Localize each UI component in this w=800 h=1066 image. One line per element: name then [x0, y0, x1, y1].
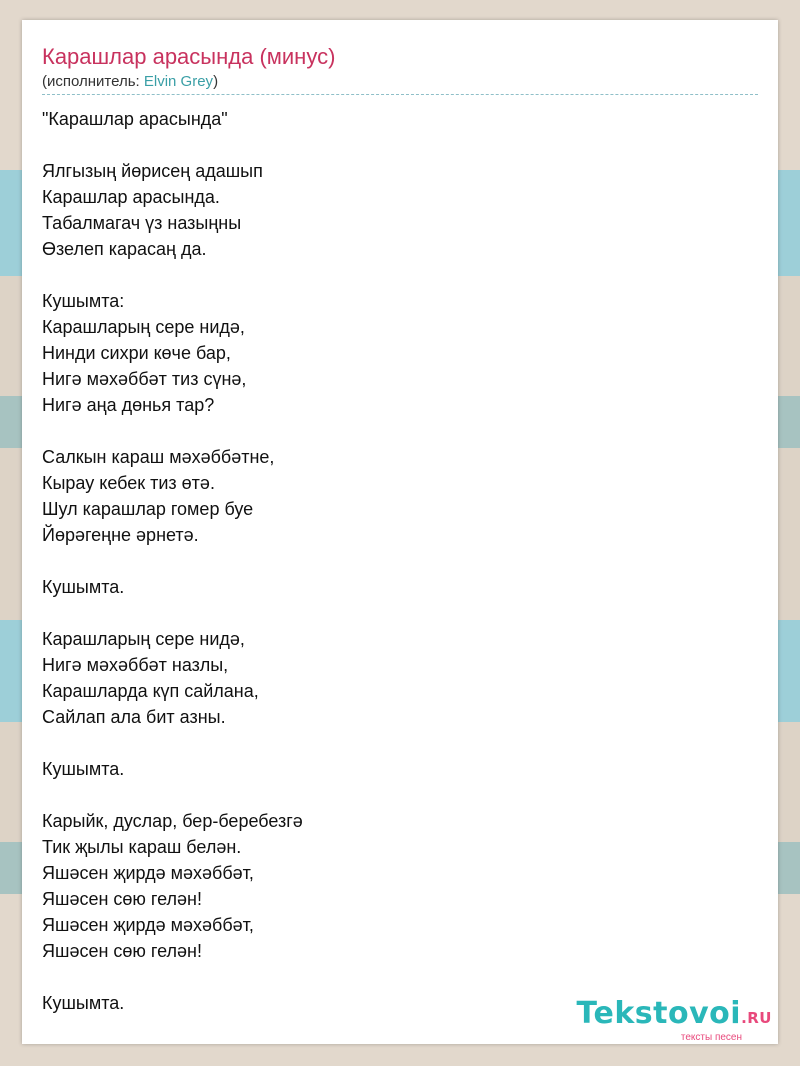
lyric-line: "Карашлар арасында"	[42, 109, 228, 129]
lyric-line: Нигә аңа дөнья тар?	[42, 395, 215, 415]
lyric-line: Кушымта.	[42, 993, 125, 1013]
lyric-line: Карашларың сере нидә,	[42, 317, 245, 337]
lyric-line: Яшәсен сөю гелән!	[42, 889, 202, 909]
performer-line	[42, 73, 218, 90]
lyric-line: Салкын караш мәхәббәтне,	[42, 447, 275, 467]
lyric-line: Кушымта.	[42, 759, 125, 779]
site-logo[interactable]	[577, 997, 772, 1044]
lyric-line: Яшәсен сөю гелән!	[42, 941, 202, 961]
lyrics-card	[22, 20, 778, 1044]
lyric-line: Шул карашлар гомер буе	[42, 499, 254, 519]
blank-line	[42, 600, 742, 626]
lyric-line: Ялгызың йөрисең адашып	[42, 161, 263, 181]
blank-line	[42, 730, 742, 756]
lyric-line: Кушымта:	[42, 291, 125, 311]
song-title: Карашлар арасында (минус)	[42, 44, 336, 69]
logo-word: Tekstovoi	[576, 996, 742, 1031]
logo-wordmark	[577, 997, 772, 1035]
blank-line	[42, 132, 742, 158]
lyric-line: Табалмагач үз назыңны	[42, 213, 242, 233]
logo-tld: .RU	[741, 1009, 772, 1027]
lyric-line: Йөрәгеңне әрнетә.	[42, 525, 199, 545]
lyric-line: Карашларың сере нидә,	[42, 629, 245, 649]
lyric-line: Карыйк, дуслар, бер-беребезгә	[42, 811, 303, 831]
blank-line	[42, 782, 742, 808]
lyric-line: Өзелеп карасаң да.	[42, 239, 207, 259]
lyric-line: Сайлап ала бит азны.	[42, 707, 226, 727]
performer-prefix: (исполнитель:	[42, 73, 144, 90]
lyrics-text	[42, 106, 742, 1016]
lyric-line: Кырау кебек тиз өтә.	[42, 473, 215, 493]
lyric-line: Яшәсен җирдә мәхәббәт,	[42, 915, 254, 935]
blank-line	[42, 418, 742, 444]
artist-link[interactable]: Elvin Grey	[143, 73, 214, 90]
header-divider	[42, 94, 758, 95]
logo-tagline: тексты песен	[680, 1032, 742, 1043]
lyric-line: Нигә мәхәббәт тиз сүнә,	[42, 369, 247, 389]
lyric-line: Карашларда күп сайлана,	[42, 681, 259, 701]
blank-line	[42, 964, 742, 990]
blank-line	[42, 548, 742, 574]
lyric-line: Нинди сихри көче бар,	[42, 343, 231, 363]
lyric-line: Яшәсен җирдә мәхәббәт,	[42, 863, 254, 883]
lyric-line: Кушымта.	[42, 577, 125, 597]
blank-line	[42, 262, 742, 288]
lyric-line: Карашлар арасында.	[42, 187, 220, 207]
lyric-line: Тик җылы караш белән.	[42, 837, 242, 857]
performer-suffix: )	[213, 73, 219, 90]
lyric-line: Нигә мәхәббәт назлы,	[42, 655, 229, 675]
